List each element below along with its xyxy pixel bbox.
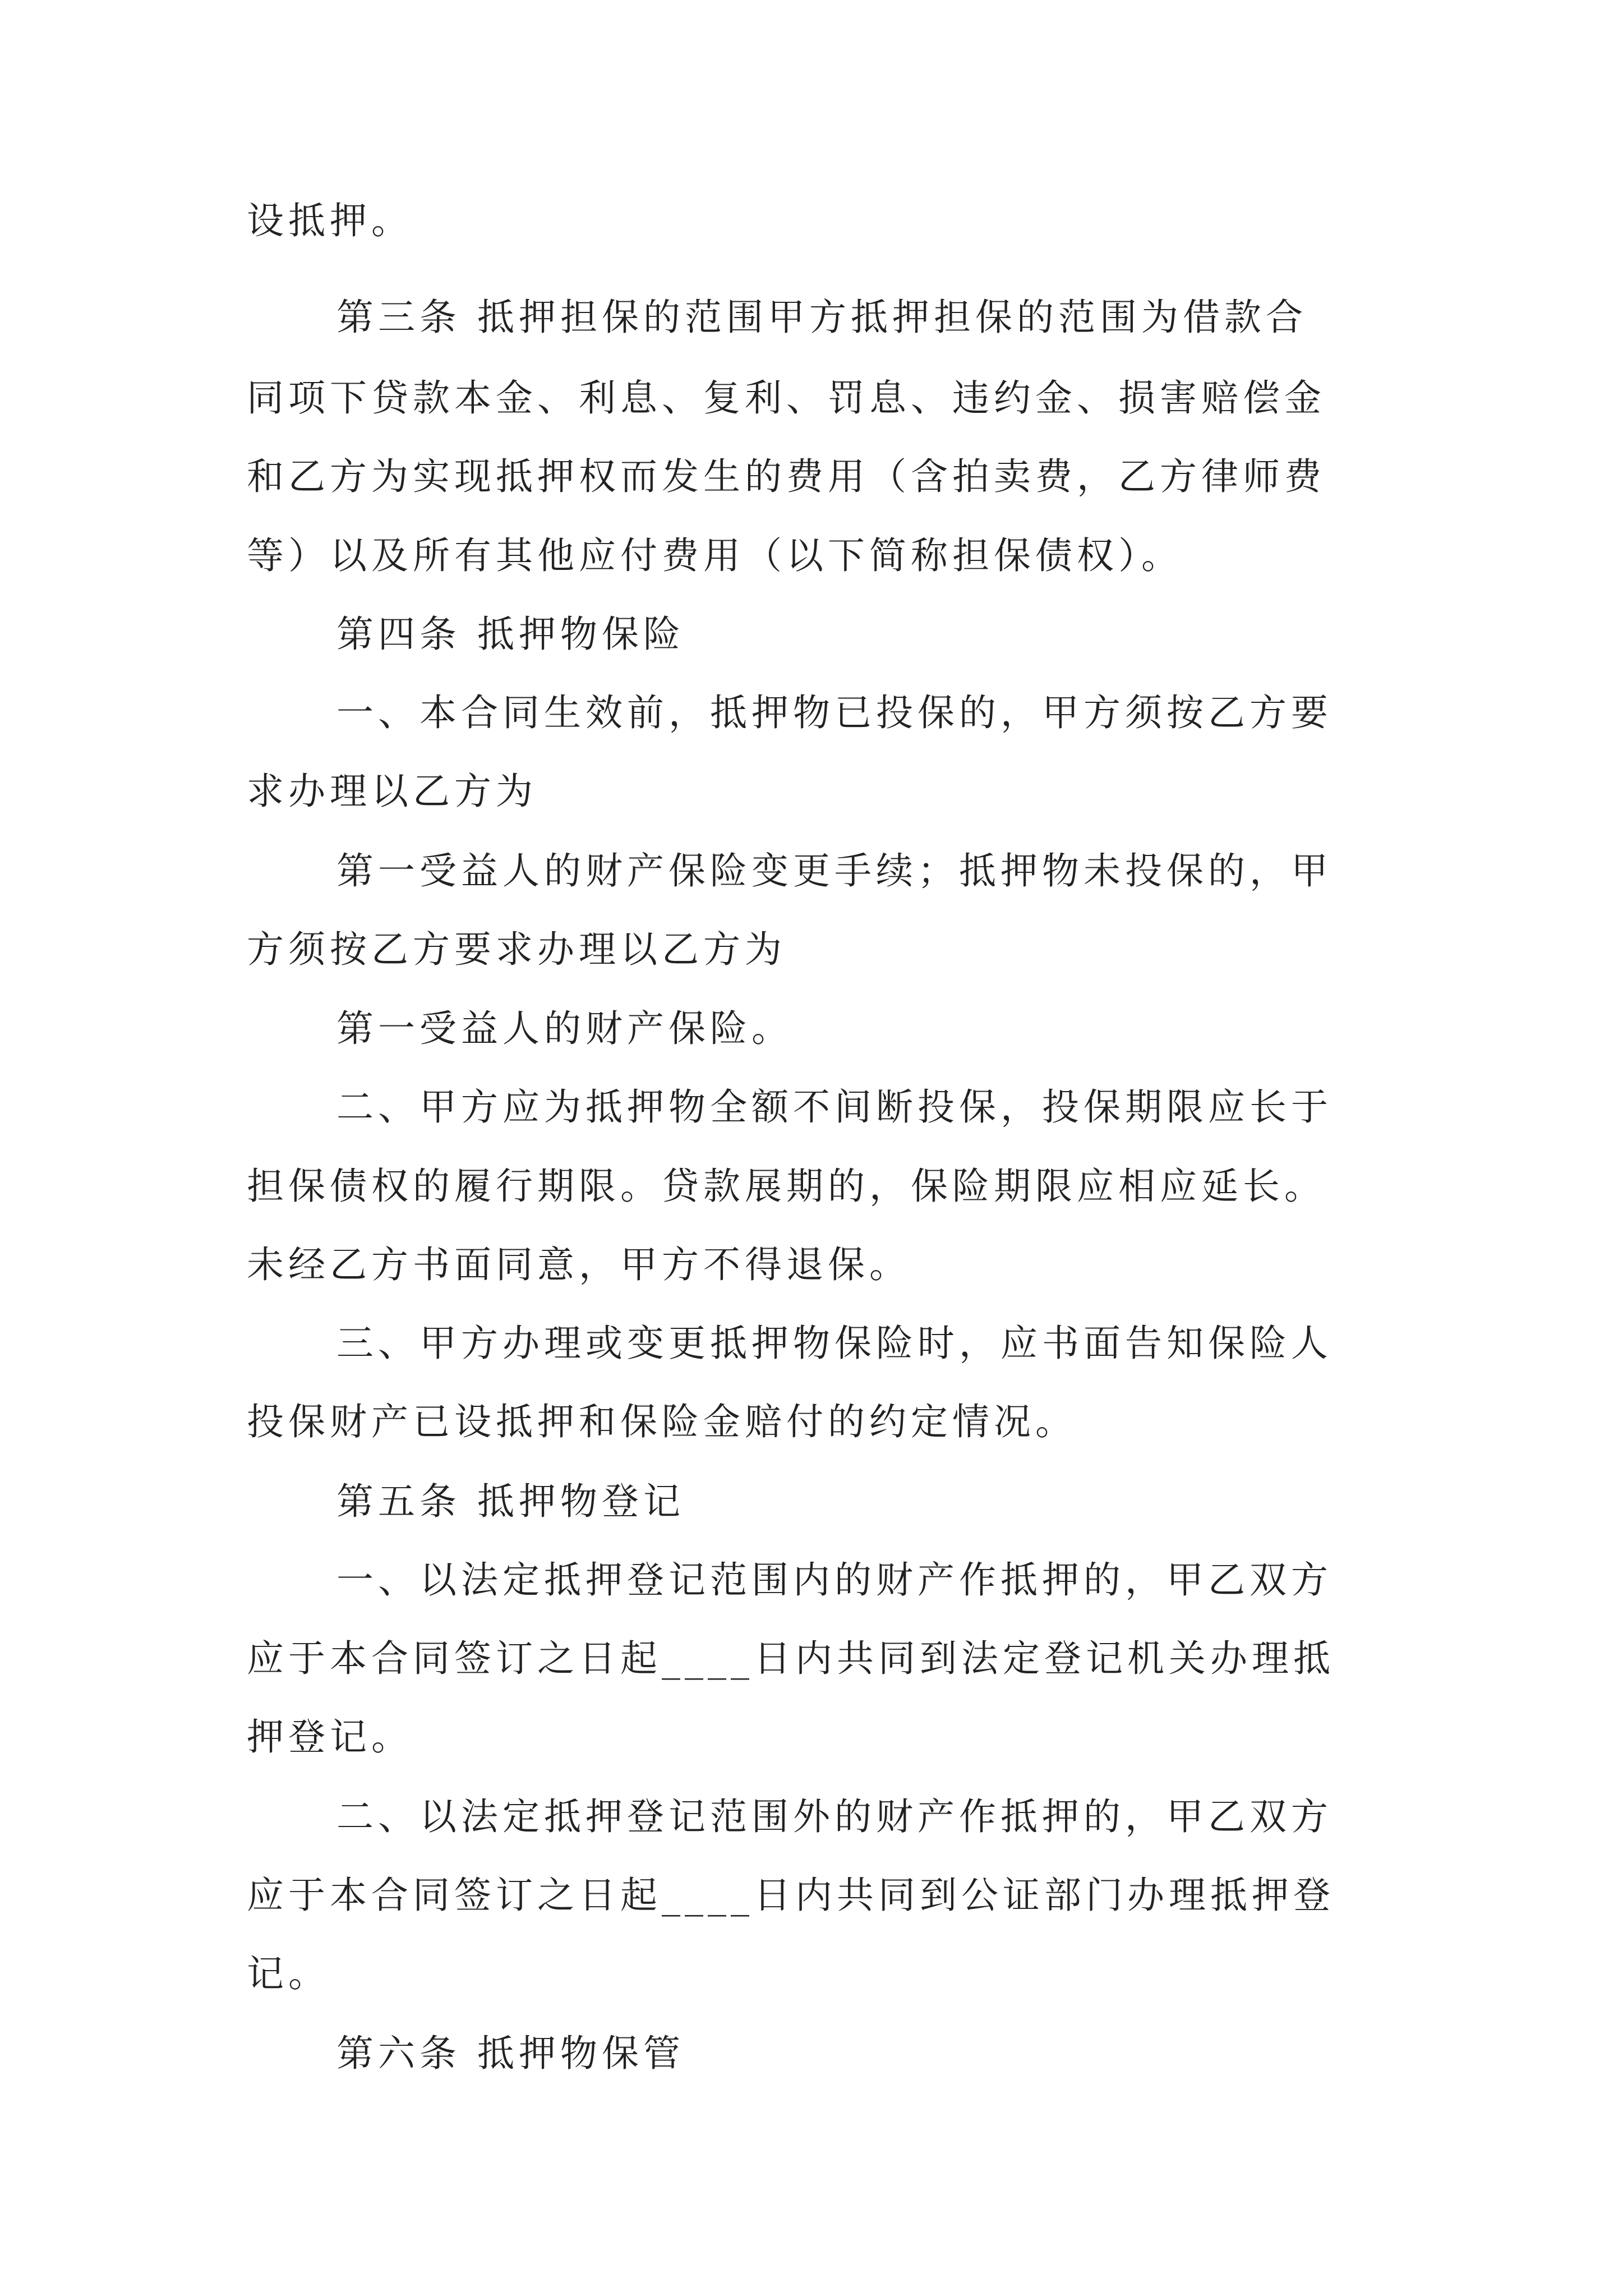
text-line: 和乙方为实现抵押权而发生的费用（含拍卖费，乙方律师费: [247, 455, 1326, 498]
text-line: 求办理以乙方为: [247, 770, 537, 813]
article-5-heading: 第五条 抵押物登记: [336, 1480, 685, 1523]
article-3-heading: 第三条 抵押担保的范围甲方抵押担保的范围为借款合: [336, 296, 1307, 339]
text-line: 记。: [247, 1952, 330, 1995]
text-line: 设抵押。: [247, 199, 413, 242]
text-line: 三、甲方办理或变更抵押物保险时，应书面告知保险人: [336, 1322, 1332, 1365]
text-line: 等）以及所有其他应付费用（以下简称担保债权）。: [247, 534, 1183, 577]
text-line: 二、以法定抵押登记范围外的财产作抵押的，甲乙双方: [336, 1795, 1332, 1838]
text-line: 一、本合同生效前，抵押物已投保的，甲方须按乙方要: [336, 691, 1332, 734]
text-line: 二、甲方应为抵押物全额不间断投保，投保期限应长于: [336, 1085, 1332, 1129]
text-line: 同项下贷款本金、利息、复利、罚息、违约金、损害赔偿金: [247, 376, 1326, 420]
text-line: 第一受益人的财产保险变更手续；抵押物未投保的，甲: [336, 849, 1332, 892]
text-line: 担保债权的履行期限。贷款展期的，保险期限应相应延长。: [247, 1165, 1326, 1208]
article-4-heading: 第四条 抵押物保险: [336, 613, 685, 656]
text-line: 未经乙方书面同意，甲方不得退保。: [247, 1243, 911, 1286]
text-line: 一、以法定抵押登记范围内的财产作抵押的，甲乙双方: [336, 1558, 1332, 1602]
text-line: 方须按乙方要求办理以乙方为: [247, 928, 786, 971]
text-line: 应于本合同签订之日起____日内共同到公证部门办理抵押登: [247, 1874, 1335, 1917]
article-6-heading: 第六条 抵押物保管: [336, 2032, 685, 2075]
text-line: 押登记。: [247, 1715, 413, 1759]
text-line: 应于本合同签订之日起____日内共同到法定登记机关办理抵: [247, 1637, 1335, 1680]
text-line: 投保财产已设抵押和保险金赔付的约定情况。: [247, 1400, 1077, 1443]
text-line: 第一受益人的财产保险。: [336, 1007, 793, 1050]
